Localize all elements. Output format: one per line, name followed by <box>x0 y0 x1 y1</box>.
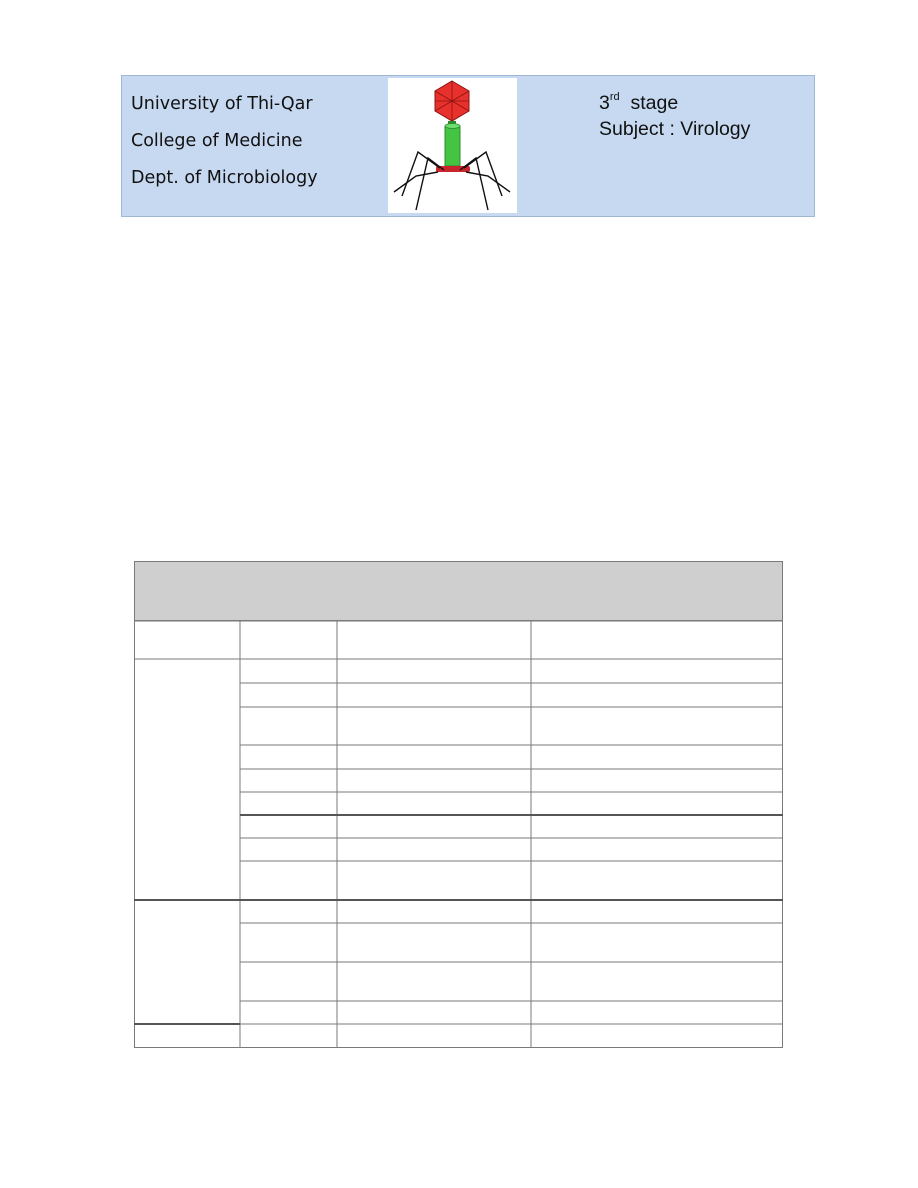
subject-line: Subject : Virology <box>599 118 751 140</box>
logo <box>388 78 517 213</box>
header-banner <box>121 75 815 217</box>
institution-block <box>131 86 318 197</box>
university-name: University of Thi-Qar <box>131 94 313 114</box>
data-table <box>134 561 783 1048</box>
stage-block <box>599 90 750 142</box>
bacteriophage-icon <box>388 78 517 213</box>
tail-sheath <box>445 126 460 166</box>
table-grid <box>134 561 783 1048</box>
department-name: Dept. of Microbiology <box>131 168 318 188</box>
stage-line: 3rd stage <box>599 91 679 114</box>
college-name: College of Medicine <box>131 131 303 151</box>
